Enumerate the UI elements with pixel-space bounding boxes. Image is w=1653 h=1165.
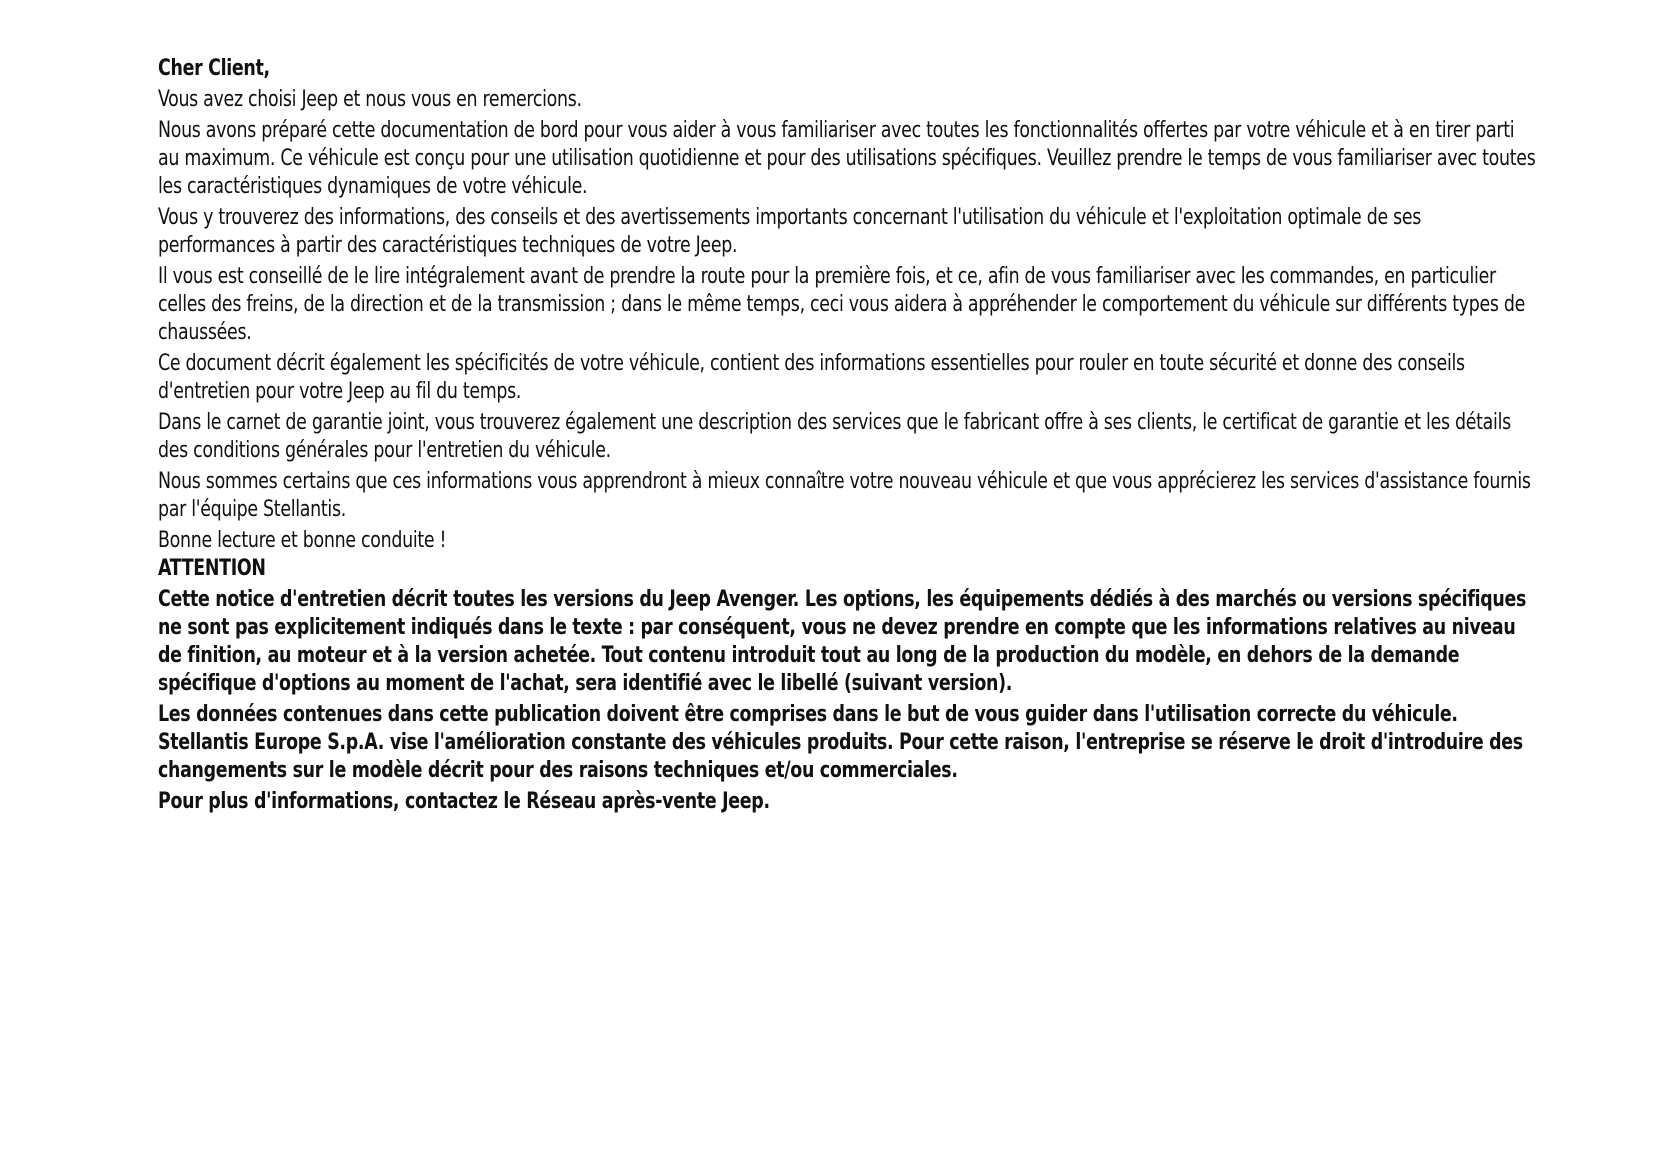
paragraph-assistance: Nous sommes certains que ces informations vous apprendront à mieux connaître votre nouveau véhicule et que vous apprécierez les services d'assistance fournis par l'équipe Stellantis.: [158, 468, 1531, 522]
document-page: [158, 54, 1538, 818]
paragraph-specifications: Ce document décrit également les spécificités de votre véhicule, contient des informations essentielles pour rouler en toute sécurité et donne des conseils d'entretien pour votre Jeep au fil du temps.: [158, 350, 1465, 404]
paragraph-information: Vous y trouverez des informations, des conseils et des avertissements importants concernant l'utilisation du véhicule et l'exploitation optimale de ses performances à partir des caractéristiques techniques de votre Jeep.: [158, 204, 1422, 258]
closing-line: Bonne lecture et bonne conduite !: [158, 527, 447, 553]
warning-contact-network: Pour plus d'informations, contactez le Réseau après-vente Jeep.: [158, 788, 770, 814]
warning-versions: Cette notice d'entretien décrit toutes les versions du Jeep Avenger. Les options, les équipements dédiés à des marchés ou versions spécifiques ne sont pas explicitement indiqués dans le texte : par conséquent, vous ne devez prendre en compte que les informations relatives au niveau de finition, au moteur et à la version achetée. Tout contenu introduit tout au long de la production du modèle, en dehors de la demande spécifique d'options au moment de l'achat, sera identifié avec le libellé (suivant version).: [158, 586, 1527, 696]
paragraph-thanks: Vous avez choisi Jeep et nous vous en remercions.: [158, 86, 582, 112]
paragraph-documentation: Nous avons préparé cette documentation de bord pour vous aider à vous familiariser avec toutes les fonctionnalités offertes par votre véhicule et à en tirer parti au maximum. Ce véhicule est conçu pour une utilisation quotidienne et pour des utilisations spécifiques. Veuillez prendre le temps de vous familiariser avec toutes les caractéristiques dynamiques de votre véhicule.: [158, 117, 1536, 199]
warning-publication-data: Les données contenues dans cette publication doivent être comprises dans le but de vous guider dans l'utilisation correcte du véhicule. Stellantis Europe S.p.A. vise l'amélioration constante des véhicules produits. Pour cette raison, l'entreprise se réserve le droit d'introduire des changements sur le modèle décrit pour des raisons techniques et/ou commerciales.: [158, 701, 1523, 783]
paragraph-read-before-driving: Il vous est conseillé de le lire intégralement avant de prendre la route pour la première fois, et ce, afin de vous familiariser avec les commandes, en particulier celles des freins, de la direction et de la transmission ; dans le même temps, ceci vous aidera à appréhender le comportement du véhicule sur différents types de chaussées.: [158, 263, 1526, 345]
paragraph-warranty: Dans le carnet de garantie joint, vous trouverez également une description des services que le fabricant offre à ses clients, le certificat de garantie et les détails des conditions générales pour l'entretien du véhicule.: [158, 409, 1511, 463]
warning-title: ATTENTION: [158, 555, 266, 581]
greeting: Cher Client,: [158, 55, 270, 81]
